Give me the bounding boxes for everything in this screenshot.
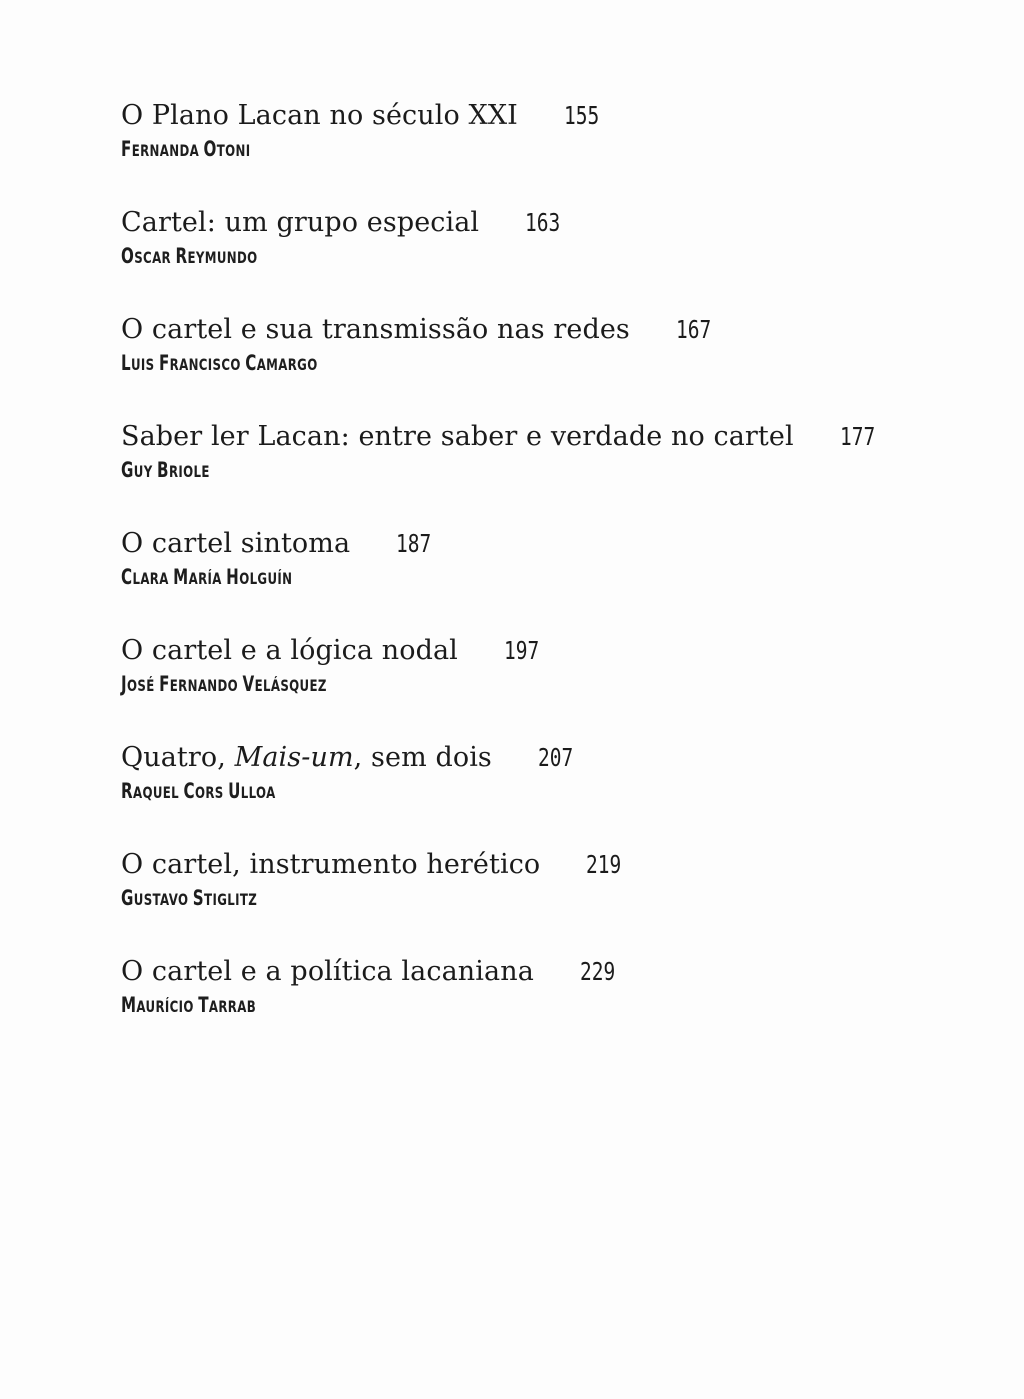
toc-entry-page-number: 167: [675, 315, 712, 344]
toc-entry: [121, 742, 921, 849]
toc-entry: [121, 528, 921, 635]
toc-entry-title-line: [121, 528, 921, 559]
toc-entry-page-number: 177: [839, 422, 875, 451]
toc-entry-page-number: 197: [503, 636, 540, 665]
toc-entry-author: RAQUEL CORS ULLOA: [121, 779, 276, 803]
toc-entry-title-line: [121, 100, 921, 131]
toc-entry-title: O cartel e sua transmissão nas redes: [121, 314, 630, 345]
toc-entry: [121, 100, 921, 207]
toc-entry-page-number: 219: [586, 850, 622, 879]
toc-entry-title-line: [121, 635, 921, 666]
toc-entry-title-line: [121, 207, 921, 238]
toc-entry-page-number: 207: [537, 743, 574, 772]
toc-entry-page-number: 163: [525, 208, 561, 237]
toc-entry: [121, 849, 921, 956]
toc-entry: [121, 635, 921, 742]
toc-entry-title: O cartel e a política lacaniana: [121, 956, 534, 987]
toc-entry-author: OSCAR REYMUNDO: [121, 244, 258, 268]
toc-entry-page-number: 187: [396, 529, 432, 558]
toc-entry-author: GUY BRIOLE: [121, 458, 210, 482]
toc-entry-title-line: [121, 421, 921, 452]
toc-entry: [121, 314, 921, 421]
toc-entry-title: O Plano Lacan no século XXI: [121, 100, 518, 131]
toc-entry: [121, 421, 921, 528]
toc-entry-author: FERNANDA OTONI: [121, 137, 251, 161]
toc-entry-title: O cartel sintoma: [121, 528, 351, 559]
toc-entry-title: Quatro, Mais-um, sem dois: [121, 742, 492, 773]
toc-entry-title: O cartel e a lógica nodal: [121, 635, 458, 666]
toc-entry-author: CLARA MARÍA HOLGUÍN: [121, 565, 293, 589]
toc-entry-title-line: [121, 314, 921, 345]
toc-entry-title: Saber ler Lacan: entre saber e verdade no cartel: [121, 421, 794, 452]
toc-entry-page-number: 229: [579, 957, 616, 986]
toc-entry: [121, 207, 921, 314]
toc-entry-title: O cartel, instrumento herético: [121, 849, 541, 880]
toc-entry-author: GUSTAVO STIGLITZ: [121, 886, 258, 910]
table-of-contents: [121, 100, 921, 1063]
toc-entry-author: JOSÉ FERNANDO VELÁSQUEZ: [121, 672, 327, 696]
toc-entry-title-line: [121, 956, 921, 987]
toc-entry-title-line: [121, 849, 921, 880]
toc-entry: [121, 956, 921, 1063]
toc-entry-author: MAURÍCIO TARRAB: [121, 993, 257, 1017]
toc-entry-title-line: [121, 742, 921, 773]
toc-entry-title: Cartel: um grupo especial: [121, 207, 480, 238]
toc-entry-page-number: 155: [563, 101, 600, 130]
toc-entry-author: LUIS FRANCISCO CAMARGO: [121, 351, 318, 375]
